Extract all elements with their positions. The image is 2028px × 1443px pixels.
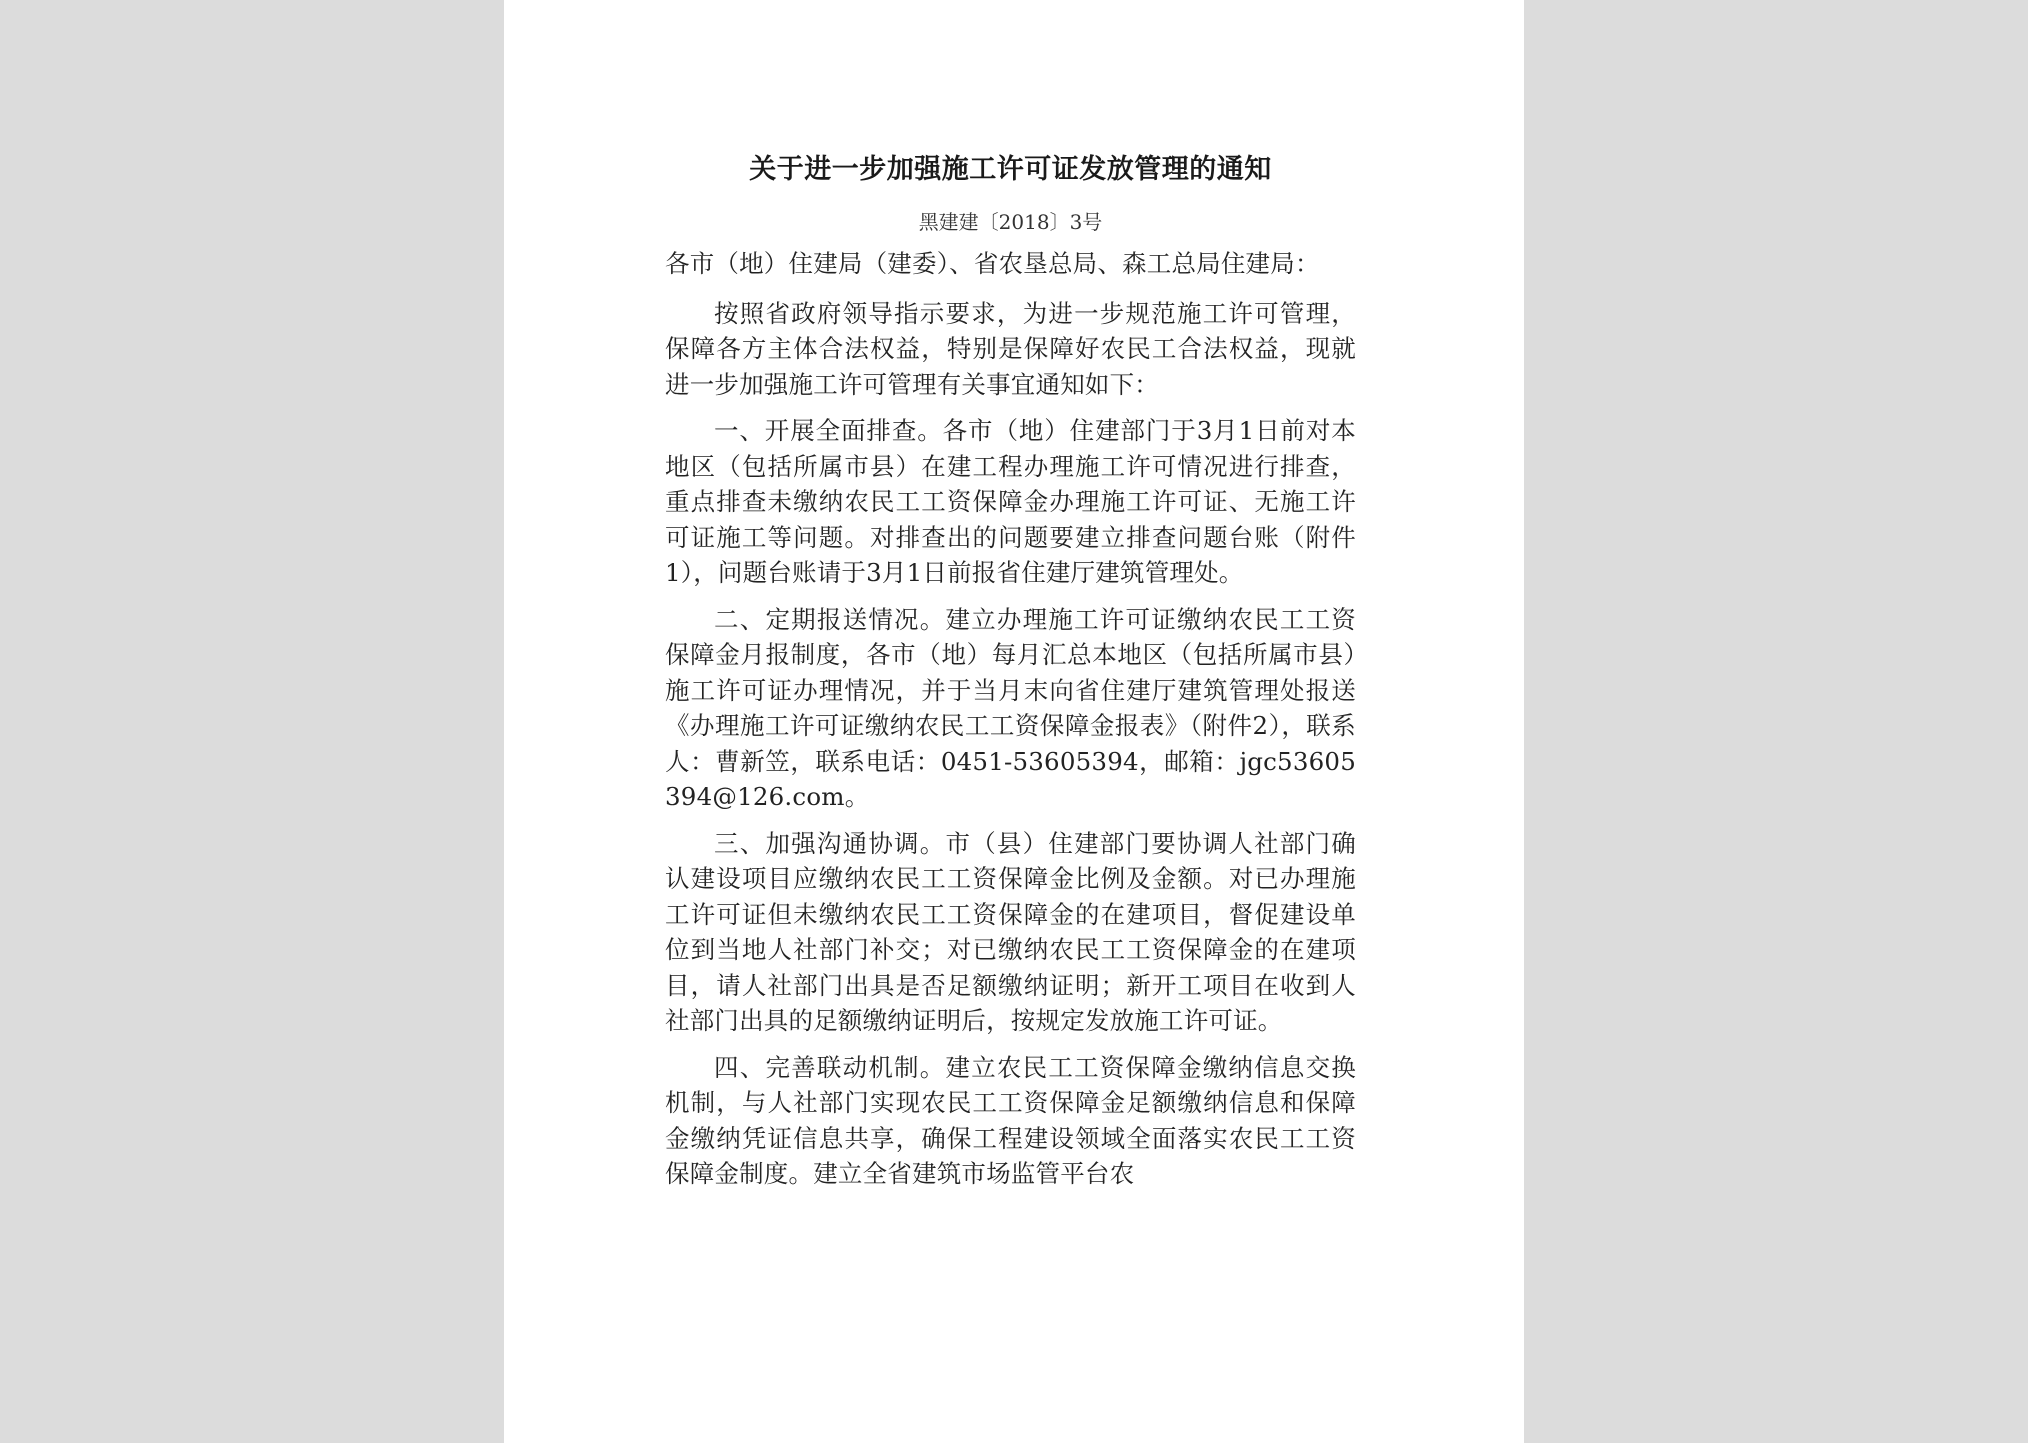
paragraph-intro: 按照省政府领导指示要求，为进一步规范施工许可管理，保障各方主体合法权益，特别是保障好农民工合法权益，现就进一步加强施工许可管理有关事宜通知如下： (665, 298, 1356, 399)
paragraph-item-3: 三、加强沟通协调。市（县）住建部门要协调人社部门确认建设项目应缴纳农民工工资保障金比例及金额。对已办理施工许可证但未缴纳农民工工资保障金的在建项目，督促建设单位到当地人社部门补交；对已缴纳农民工工资保障金的在建项目，请人社部门出具是否足额缴纳证明；新开工项目在收到人社部门出具的足额缴纳证明后，按规定发放施工许可证。 (665, 828, 1356, 1035)
paragraph-item-1: 一、开展全面排查。各市（地）住建部门于3月1日前对本地区（包括所属市县）在建工程办理施工许可情况进行排查，重点排查未缴纳农民工工资保障金办理施工许可证、无施工许可证施工等问题。对排查出的问题要建立排查问题台账（附件1），问题台账请于3月1日前报省住建厅建筑管理处。 (665, 416, 1356, 587)
paragraph-item-4: 四、完善联动机制。建立农民工工资保障金缴纳信息交换机制，与人社部门实现农民工工资保障金足额缴纳信息和保障金缴纳凭证信息共享，确保工程建设领域全面落实农民工工资保障金制度。建立全省建筑市场监管平台农 (665, 1052, 1356, 1188)
document-body (665, 246, 1356, 1192)
salutation: 各市（地）住建局（建委）、省农垦总局、森工总局住建局： (665, 249, 1320, 278)
paragraph-item-2: 二、定期报送情况。建立办理施工许可证缴纳农民工工资保障金月报制度，各市（地）每月汇总本地区（包括所属市县）施工许可证办理情况，并于当月末向省住建厅建筑管理处报送《办理施工许可证缴纳农民工工资保障金报表》（附件2），联系人：曹新笠，联系电话：0451-53605394，邮箱：jgc53605394@126.com。 (665, 604, 1356, 811)
document-page (504, 0, 1524, 1443)
document-number: 黑建建〔2018〕3号 (918, 210, 1103, 234)
document-title: 关于进一步加强施工许可证发放管理的通知 (749, 154, 1272, 185)
